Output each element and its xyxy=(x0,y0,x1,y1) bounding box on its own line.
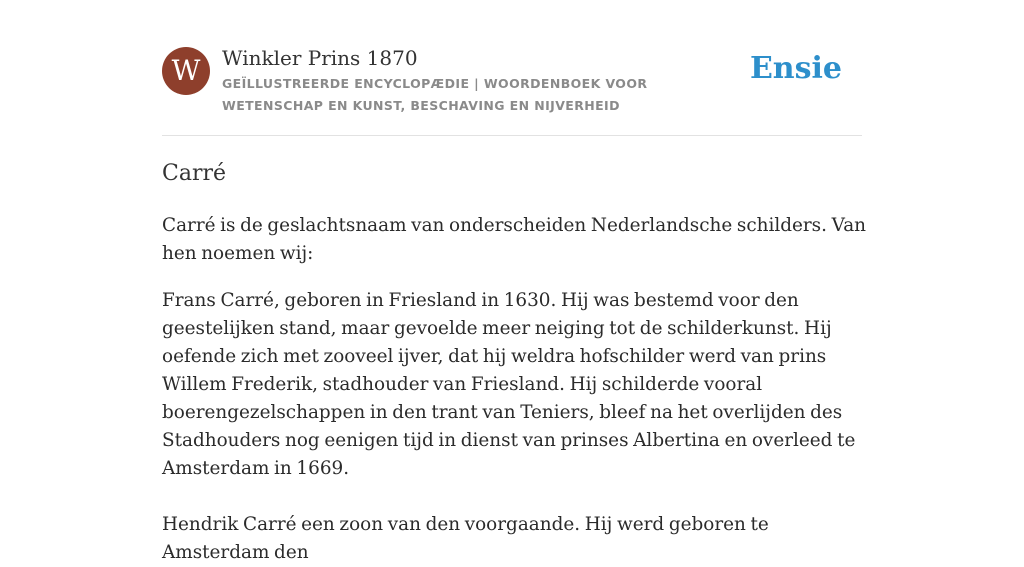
article xyxy=(162,158,867,567)
ensie-logo[interactable]: Ensie xyxy=(749,51,842,86)
source-subtitle: GEÏLLUSTREERDE ENCYCLOPÆDIE | WOORDENBOEK VOOR WETENSCHAP EN KUNST, BESCHAVING EN NIJVERHEID xyxy=(222,76,648,113)
article-paragraph: Frans Carré, geboren in Friesland in 1630. Hij was bestemd voor den geestelijken stand, maar gevoelde meer neiging tot de schilderkunst. Hij oefende zich met zooveel ijver, dat hij weldra hofschilder werd van prins Willem Frederik, stadhouder van Friesland. Hij schilderde vooral boerengezelschappen in den trant van Teniers, bleef na het overlijden des Stadhouders nog eenigen tijd in dienst van prinses Albertina en overleed te Amsterdam in 1669. xyxy=(162,290,856,479)
header-divider xyxy=(162,135,862,136)
source-avatar[interactable]: W xyxy=(162,47,210,95)
source-title[interactable]: Winkler Prins 1870 xyxy=(222,46,418,70)
article-title: Carré xyxy=(162,161,227,186)
article-paragraph: Carré is de geslachtsnaam van onderscheiden Nederlandsche schilders. Van hen noemen wij: xyxy=(162,215,867,264)
article-paragraph: Hendrik Carré een zoon van den voorgaande. Hij werd geboren te Amsterdam den xyxy=(162,514,769,563)
source-header xyxy=(162,45,862,121)
